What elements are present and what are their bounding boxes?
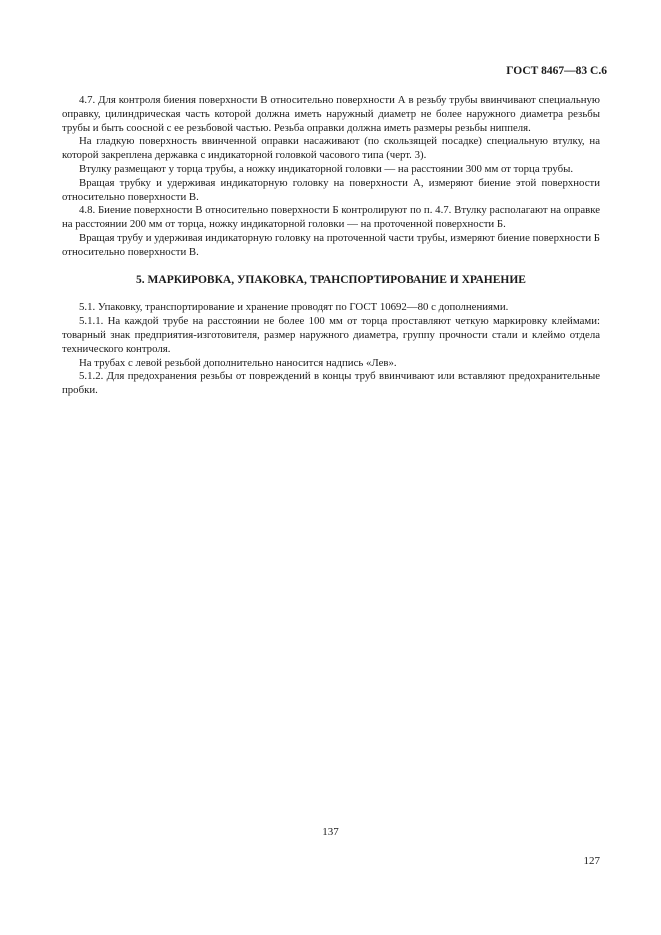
paragraph: 4.7. Для контроля биения поверхности В относительно поверхности А в резьбу трубы ввинчивают специальную оправку, цилиндрическая часть которой должна иметь наружный диаметр не более наружного диаметра резьбы трубы и быть соосной с ее резьбовой частью. Резьба оправки должна иметь размеры резьбы ниппеля.	[62, 94, 600, 134]
paragraph: Вращая трубку и удерживая индикаторную головку на поверхности А, измеряют биение этой поверхности относительно поверхности В.	[62, 176, 600, 203]
page-number-outer: 127	[583, 855, 600, 867]
document-body	[62, 94, 600, 398]
paragraph: Вращая трубу и удерживая индикаторную головку на проточенной части трубы, измеряют биение поверхности Б относительно поверхности В.	[62, 231, 600, 258]
paragraph: На гладкую поверхность ввинченной оправки насаживают (по скользящей посадке) специальную втулку, на которой закреплена державка с индикаторной головкой часового типа (черт. 3).	[62, 135, 600, 162]
paragraph: Втулку размещают у торца трубы, а ножку индикаторной головки — на расстоянии 300 мм от торца трубы.	[79, 162, 574, 175]
paragraph: 4.8. Биение поверхности В относительно поверхности Б контролируют по п. 4.7. Втулку располагают на оправке на расстоянии 200 мм от торца, ножку индикаторной головки — на проточенной поверхности Б.	[62, 204, 600, 231]
section-title: 5. МАРКИРОВКА, УПАКОВКА, ТРАНСПОРТИРОВАНИЕ И ХРАНЕНИЕ	[136, 273, 526, 286]
paragraph: 5.1.1. На каждой трубе на расстоянии не более 100 мм от торца проставляют четкую маркировку клеймами: товарный знак предприятия-изготовителя, размер наружного диаметра, группу прочности стали и клеймо отдела технического контроля.	[62, 315, 600, 355]
page-header: ГОСТ 8467—83 С.6	[506, 65, 607, 77]
paragraph: 5.1. Упаковку, транспортирование и хранение проводят по ГОСТ 10692—80 с дополнениями.	[79, 301, 509, 314]
page-number-inner: 137	[322, 826, 339, 838]
paragraph: 5.1.2. Для предохранения резьбы от повреждений в концы труб ввинчивают или вставляют предохранительные пробки.	[62, 370, 600, 397]
paragraph: На трубах с левой резьбой дополнительно наносится надпись «Лев».	[79, 356, 397, 369]
